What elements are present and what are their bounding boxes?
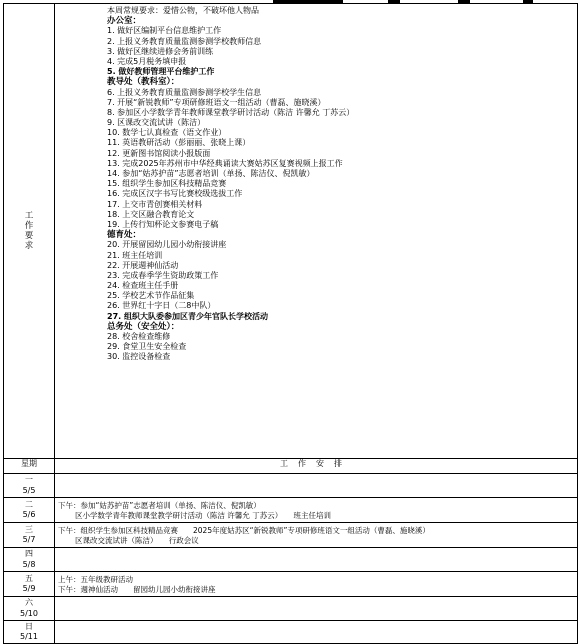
requirement-item: 27. 组织大队委参加区青少年官队长学校活动 <box>107 311 268 321</box>
requirement-item: 4. 完成5月税务填申报 <box>107 56 187 66</box>
weekday: 四 <box>25 549 33 559</box>
task-line: 上午：五年级教研活动 <box>58 574 133 584</box>
schedule-row-sun <box>4 621 578 644</box>
date: 5/9 <box>22 584 36 593</box>
task-line: 下午：组织学生参加区科技精品竞赛 2025年度姑苏区“新锐教师”专项研修班语文一组活动（曹磊、施晓溪） <box>58 525 430 535</box>
requirement-item: 5. 做好教师管理平台维护工作 <box>107 67 215 77</box>
schedule-row-mon <box>4 474 578 498</box>
day-tasks <box>55 498 578 523</box>
day-cell <box>4 548 55 572</box>
day-tasks <box>55 474 578 498</box>
requirement-item: 13. 完成2025年苏州市中华经典诵读大赛姑苏区复赛视频上报工作 <box>107 158 343 168</box>
requirement-item: 3. 做好区继续进修会务前训练 <box>107 46 214 56</box>
requirement-item: 16. 完成区汉字书写比赛校级选拔工作 <box>107 189 243 199</box>
task-line: 区小学数学青年教师课堂教学研讨活动（陈洁 许馨允 丁苏云） 班主任培训 <box>75 510 332 520</box>
requirement-item: 1. 做好区编制平台信息维护工作 <box>107 26 222 36</box>
requirement-item: 20. 开展留园幼儿园小幼衔接讲座 <box>107 240 227 250</box>
schedule-title: 工作安排 <box>55 459 578 474</box>
requirements-label-cell <box>4 4 55 459</box>
date: 5/10 <box>20 608 38 618</box>
requirement-item: 2. 上报义务教育质量监测参测学校教师信息 <box>107 36 262 46</box>
requirements-label: 工作要求 <box>24 210 34 251</box>
date: 5/5 <box>22 485 36 495</box>
requirement-item: 12. 更新图书馆阅读小报版面 <box>107 148 211 158</box>
requirement-item: 15. 组织学生参加区科技精品竞赛 <box>107 179 227 189</box>
date: 5/11 <box>20 632 38 641</box>
requirement-item: 30. 监控设备检查 <box>107 352 171 362</box>
requirement-item: 19. 上传行知杯论文参赛电子稿 <box>107 219 219 229</box>
requirement-item: 18. 上交区融合教育论文 <box>107 209 195 219</box>
weekday: 五 <box>25 573 33 583</box>
date: 5/7 <box>22 535 36 544</box>
day-tasks <box>55 572 578 597</box>
requirement-item: 28. 校舍检查维修 <box>107 332 171 341</box>
requirement-item: 17. 上交市青创赛相关材料 <box>107 199 203 209</box>
section-title-moral-education: 德育处： <box>107 230 142 241</box>
section-title-general-affairs: 总务处（安全处）： <box>107 321 180 332</box>
day-tasks <box>55 548 578 572</box>
requirements-content <box>55 4 578 459</box>
requirement-item: 14. 参加“姑苏护苗”志愿者培训（单扬、陈洁仪、倪凯敏） <box>107 169 315 178</box>
requirement-item: 26. 世界红十字日（二8中队） <box>107 301 216 311</box>
day-tasks <box>55 523 578 548</box>
day-tasks <box>55 597 578 621</box>
requirement-item: 23. 完成春季学生资助政策工作 <box>107 270 219 280</box>
requirement-item: 21. 班主任培训 <box>107 250 163 260</box>
weekday: 一 <box>25 475 33 485</box>
day-cell <box>4 572 55 597</box>
section-title-teaching: 教导处（教科室）： <box>107 77 180 88</box>
requirement-item: 6. 上报义务教育质量监测参测学校学生信息 <box>107 87 262 97</box>
date: 5/8 <box>22 559 36 569</box>
task-line: 下午：週神仙活动 留园幼儿园小幼衔接讲座 <box>58 584 216 594</box>
weekday: 二 <box>25 499 33 509</box>
date: 5/6 <box>22 510 36 519</box>
requirement-item: 7. 开展“新锐教师”专项研修班语文一组活动（曹磊、施晓溪） <box>107 97 326 107</box>
section-title-office: 办公室： <box>107 16 142 27</box>
requirements-row <box>4 4 578 459</box>
day-cell <box>4 621 55 644</box>
requirement-item: 24. 检查班主任手册 <box>107 281 179 291</box>
schedule-row-wed <box>4 523 578 548</box>
day-cell <box>4 474 55 498</box>
day-tasks <box>55 621 578 644</box>
weekday: 日 <box>25 621 33 631</box>
requirement-item: 22. 开展週神仙活动 <box>107 260 179 270</box>
weekday-header: 星期 <box>4 459 55 474</box>
schedule-sheet <box>3 0 577 641</box>
day-cell <box>4 498 55 523</box>
weekly-routine-requirement: 本周常规要求：爱惜公物，不破坏他人物品 <box>107 6 259 15</box>
task-line: 下午：参加“姑苏护苗”志愿者培训（单扬、陈洁仪、倪凯敏） <box>58 500 261 510</box>
task-line: 区课改交流试讲（陈洁） 行政会议 <box>75 535 199 545</box>
schedule-row-fri <box>4 572 578 597</box>
weekday: 六 <box>25 598 33 608</box>
schedule-header-row <box>4 459 578 474</box>
requirement-item: 11. 英语教研活动（彭丽丽、张晓上课） <box>107 138 251 148</box>
weekday: 三 <box>25 524 33 534</box>
requirement-item: 29. 食堂卫生安全检查 <box>107 342 187 352</box>
requirement-item: 25. 学校艺术节作品征集 <box>107 291 195 301</box>
requirement-item: 9. 区课改交流试讲（陈洁） <box>107 118 206 128</box>
schedule-row-tue <box>4 498 578 523</box>
day-cell <box>4 597 55 621</box>
work-plan-table <box>3 3 578 644</box>
day-cell <box>4 523 55 548</box>
schedule-row-sat <box>4 597 578 621</box>
requirement-item: 10. 数学七认真检查（语文作业） <box>107 128 227 138</box>
schedule-row-thu <box>4 548 578 572</box>
requirement-item: 8. 参加区小学数学青年教师课堂教学研讨活动（陈洁 许馨允 丁苏云） <box>107 107 355 117</box>
